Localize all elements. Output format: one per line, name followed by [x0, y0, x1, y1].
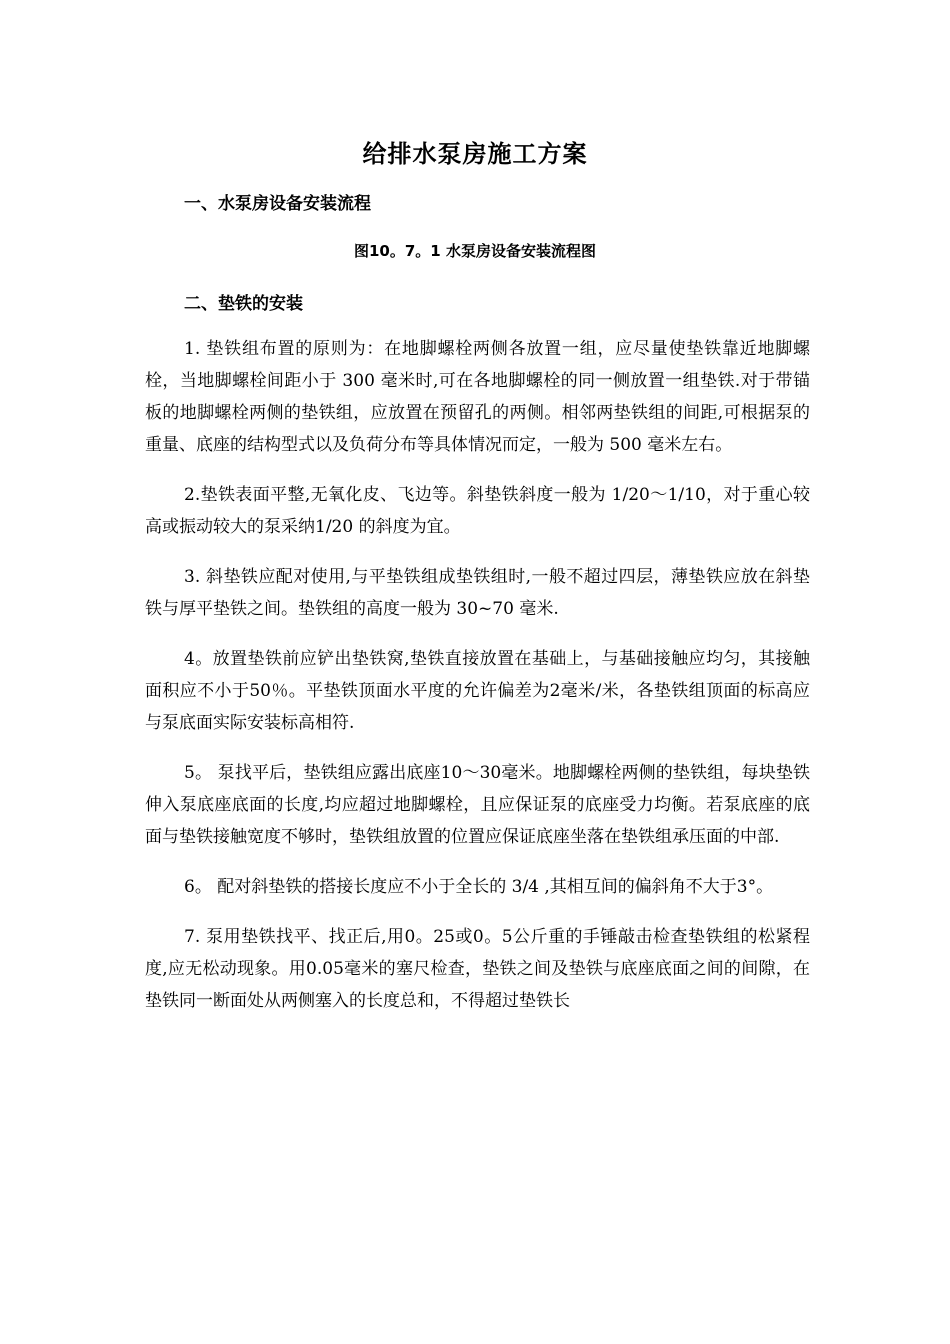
paragraph-5: 5。 泵找平后，垫铁组应露出底座10～30毫米。地脚螺栓两侧的垫铁组，每块垫铁伸入泵底座底面的长度,均应超过地脚螺栓，且应保证泵的底座受力均衡。若泵底座的底面与垫铁接触宽度不够时，垫铁组放置的位置应保证底座坐落在垫铁组承压面的中部.	[145, 763, 810, 847]
section-heading-shim-install: 二、垫铁的安装	[184, 294, 303, 314]
paragraph-1: 1. 垫铁组布置的原则为：在地脚螺栓两侧各放置一组，应尽量使垫铁靠近地脚螺栓，当地脚螺栓间距小于 300 毫米时,可在各地脚螺栓的同一侧放置一组垫铁.对于带锚板的地脚螺栓两侧的垫铁组，应放置在预留孔的两侧。相邻两垫铁组的间距,可根据泵的重量、底座的结构型式以及负荷分布等具体情况而定，一般为 500 毫米左右。	[145, 339, 810, 455]
section-heading-install-flow: 一、水泵房设备安装流程	[184, 194, 371, 214]
paragraph-3: 3. 斜垫铁应配对使用,与平垫铁组成垫铁组时,一般不超过四层，薄垫铁应放在斜垫铁与厚平垫铁之间。垫铁组的高度一般为 30~70 毫米.	[145, 567, 810, 619]
paragraph-6: 6。 配对斜垫铁的搭接长度应不小于全长的 3/4 ,其相互间的偏斜角不大于3°。	[184, 877, 774, 897]
paragraph-7: 7. 泵用垫铁找平、找正后,用0。25或0。5公斤重的手锤敲击检查垫铁组的松紧程度,应无松动现象。用0.05毫米的塞尺检查，垫铁之间及垫铁与底座底面之间的间隙，在垫铁同一断面处从两侧塞入的长度总和，不得超过垫铁长	[145, 927, 810, 1011]
figure-caption: 图10。7。1 水泵房设备安装流程图	[354, 242, 596, 260]
paragraph-4: 4。放置垫铁前应铲出垫铁窝,垫铁直接放置在基础上，与基础接触应均匀，其接触面积应不小于50％。平垫铁顶面水平度的允许偏差为2毫米/米，各垫铁组顶面的标高应与泵底面实际安装标高相符.	[145, 649, 810, 733]
document-title: 给排水泵房施工方案	[362, 140, 588, 168]
paragraph-2: 2.垫铁表面平整,无氧化皮、飞边等。斜垫铁斜度一般为 1/20～1/10，对于重心较高或振动较大的泵采纳1/20 的斜度为宜。	[145, 485, 810, 537]
body-text	[145, 333, 810, 1035]
